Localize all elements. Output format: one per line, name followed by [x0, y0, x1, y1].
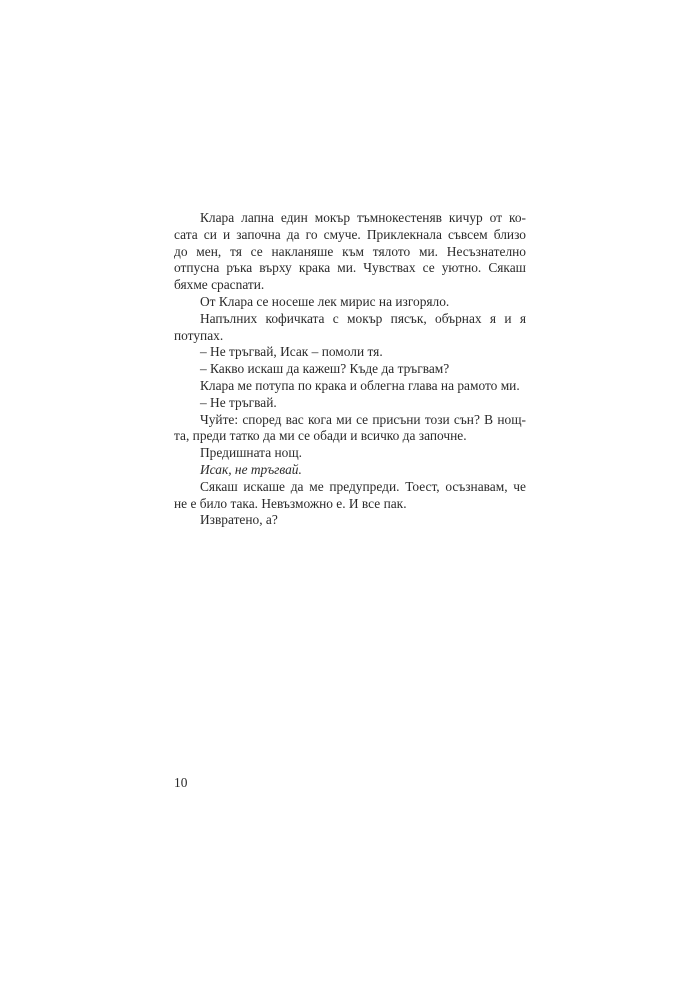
text-line: Клара ме потупа по крака и облегна глава на рамото ми.	[200, 377, 520, 393]
text-line: сата си и започна да го смуче. Приклекнала съвсем близо	[174, 226, 526, 242]
page-number: 10	[174, 775, 188, 790]
text-line: Предишната нощ.	[200, 445, 303, 461]
text-line: до мен, тя се накланяше към тялото ми. Несъзнателно	[174, 243, 526, 259]
text-line: потупах.	[174, 327, 224, 343]
dialogue-line: – Не тръгвай, Исак – помоли тя.	[200, 344, 383, 360]
body-text	[174, 210, 526, 529]
text-line: Сякаш искаше да ме предупреди. Тоест, осъзнавам, че	[200, 478, 526, 494]
dialogue-line: – Какво искаш да кажеш? Къде да тръгвам?	[200, 361, 450, 377]
text-line: Клара лапна един мокър тъмнокестеняв кичур от ко-	[200, 210, 526, 225]
text-line: Чуйте: според вас кога ми се присъни този сън? В нощ-	[200, 411, 526, 427]
text-line: отпусна ръка върху крака ми. Чувствах се уютно. Сякаш	[174, 260, 526, 276]
text-line: та, преди татко да ми се обади и всичко да започне.	[174, 428, 467, 444]
text-line: От Клара се носеше лек мирис на изгоряло.	[200, 293, 450, 309]
italic-line: Исак, не тръгвай.	[200, 461, 302, 477]
text-line: бяхме срасnати.	[174, 277, 265, 293]
text-line: Напълних кофичката с мокър пясък, обърнах я и я	[200, 310, 526, 326]
text-line: не е било така. Невъзможно е. И все пак.	[174, 495, 407, 511]
dialogue-line: – Не тръгвай.	[200, 394, 277, 410]
text-line: Извратено, а?	[200, 512, 278, 528]
